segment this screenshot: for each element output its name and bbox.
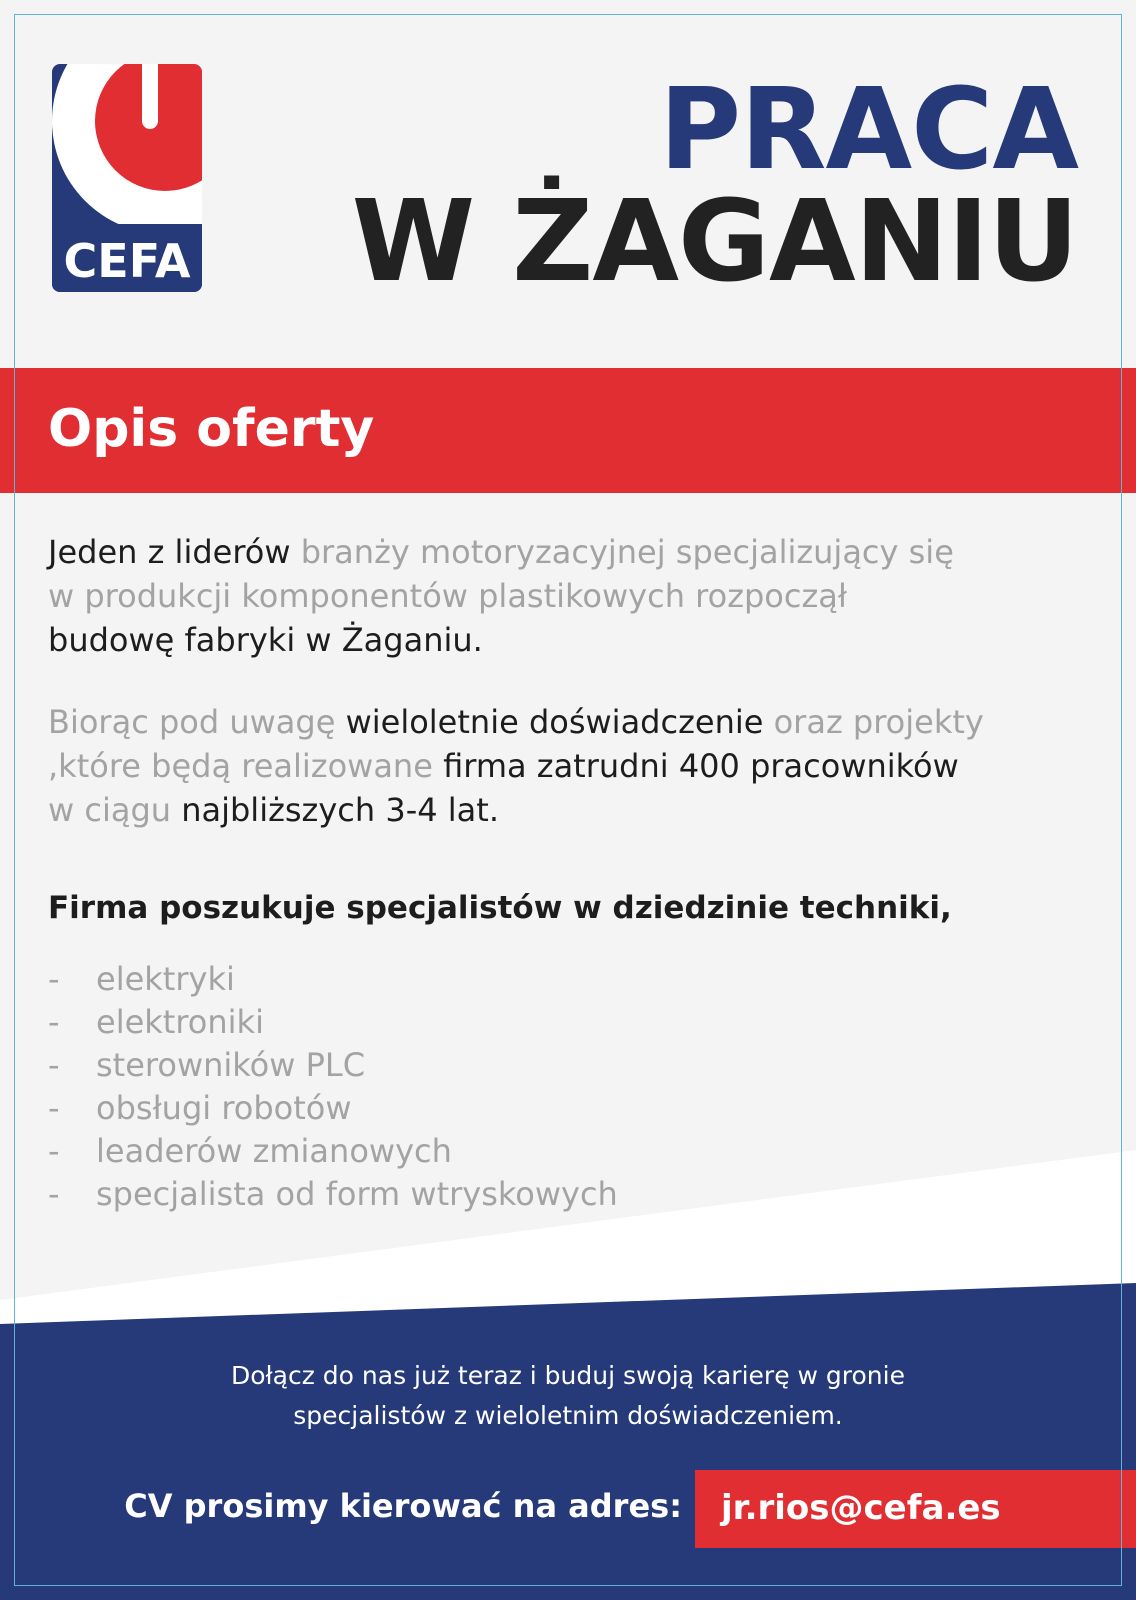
list-item [48, 1044, 618, 1087]
p2-highlight-2: firma zatrudni 400 pracowników [443, 747, 959, 785]
headline [351, 65, 1078, 307]
list-item [48, 1001, 618, 1044]
list-dash: - [48, 1003, 60, 1041]
list-dash: - [48, 1175, 60, 1213]
logo-text: CEFA [63, 234, 191, 288]
cv-label: CV prosimy kierować na adres: [124, 1487, 682, 1525]
intro-paragraph-2 [48, 700, 1068, 832]
list-item [48, 1087, 618, 1130]
search-heading: Firma poszukuje specjalistów w dziedzinie techniki, [48, 890, 952, 926]
p2-text-3: ,które będą realizowane [48, 747, 444, 785]
headline-line-1: PRACA [659, 65, 1078, 195]
p1-text-1: branży motoryzacyjnej specjalizujący się [300, 533, 954, 571]
p1-highlight-1: Jeden z liderów [48, 533, 301, 571]
email-link[interactable]: jr.rios@cefa.es [721, 1488, 1001, 1528]
list-item-label: sterowników PLC [96, 1046, 366, 1084]
p2-text-2: oraz projekty [763, 703, 984, 741]
list-dash: - [48, 1089, 60, 1127]
navy-footer-panel [0, 1283, 1136, 1600]
list-item-label: obsługi robotów [96, 1089, 352, 1127]
p2-text-1: Biorąc pod uwagę [48, 703, 346, 741]
section-title: Opis oferty [48, 399, 375, 459]
intro-paragraph-1 [48, 530, 1068, 662]
list-dash: - [48, 960, 60, 998]
list-item [48, 958, 618, 1001]
headline-line-2: W ŻAGANIU [351, 177, 1078, 307]
list-item-label: specjalista od form wtryskowych [96, 1175, 618, 1213]
list-item-label: elektryki [96, 960, 235, 998]
list-item-label: elektroniki [96, 1003, 264, 1041]
p1-highlight-2: budowę fabryki w Żaganiu. [48, 621, 483, 659]
cta-line-1: Dołącz do nas już teraz i buduj swoją karierę w gronie [231, 1361, 905, 1390]
cefa-logo-mark [52, 64, 202, 292]
email-box[interactable] [695, 1470, 1136, 1548]
section-banner [0, 368, 1136, 493]
list-dash: - [48, 1046, 60, 1084]
list-item-label: leaderów zmianowych [96, 1132, 452, 1170]
p2-highlight-3: najbliższych 3-4 lat. [181, 791, 499, 829]
p2-text-4: w ciągu [48, 791, 182, 829]
list-dash: - [48, 1132, 60, 1170]
footer-cta [0, 1356, 1136, 1436]
p1-text-2: w produkcji komponentów plastikowych rozpoczął [48, 577, 847, 615]
cefa-logo [52, 64, 202, 292]
cta-line-2: specjalistów z wieloletnim doświadczeniem. [293, 1401, 843, 1430]
p2-highlight-1: wieloletnie doświadczenie [345, 703, 764, 741]
